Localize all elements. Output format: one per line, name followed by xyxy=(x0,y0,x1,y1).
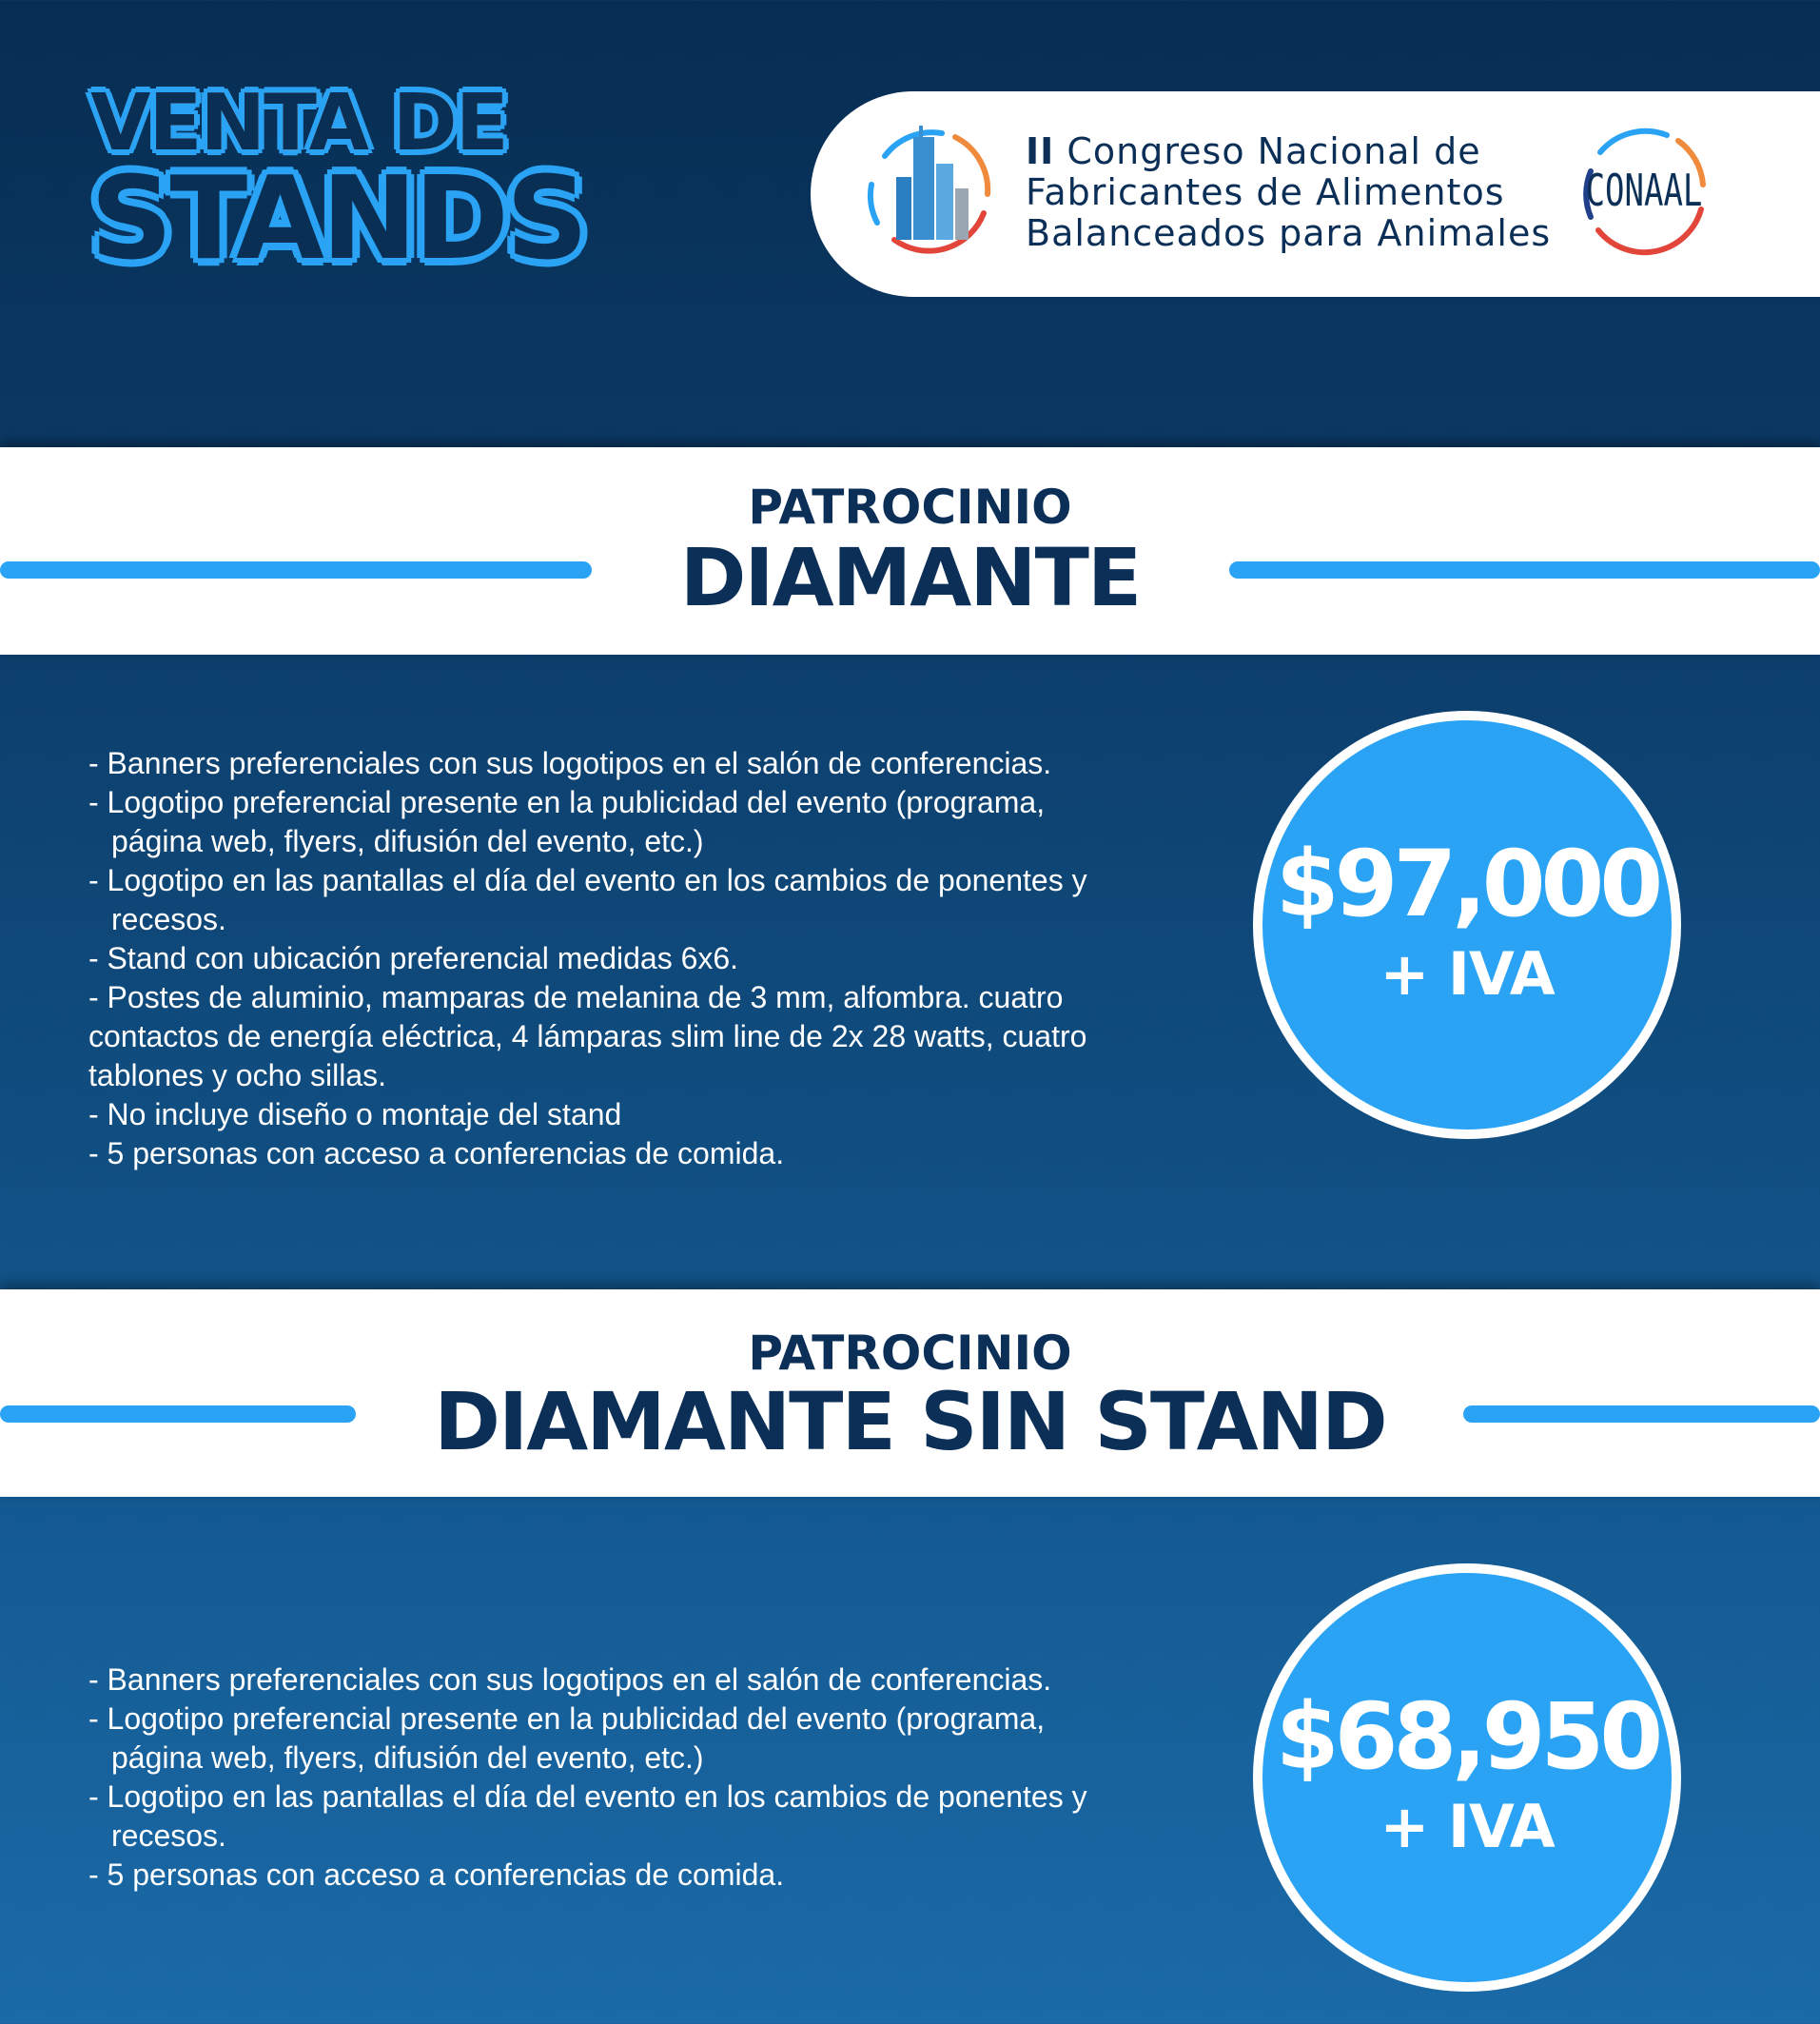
section-1-tax: + IVA xyxy=(1380,939,1555,1009)
section-1-price: $97,000 xyxy=(1275,831,1659,937)
list-item: - Postes de aluminio, mamparas de melanina de 3 mm, alfombra. cuatro xyxy=(88,980,1064,1014)
section-2-benefits xyxy=(88,1660,1164,1895)
list-item: - No incluye diseño o montaje del stand xyxy=(88,1097,622,1131)
section-2-header xyxy=(0,1289,1820,1497)
list-item: tablones y ocho sillas. xyxy=(88,1058,387,1092)
congress-numeral: II xyxy=(1026,130,1055,172)
list-item: - Banners preferenciales con sus logotipos en el salón de conferencias. xyxy=(88,1662,1052,1697)
list-item: - Logotipo preferencial presente en la publicidad del evento (programa, xyxy=(88,785,1046,819)
title-line-2: STANDS xyxy=(90,153,586,285)
conaal-logo-text: CONAAL xyxy=(1585,165,1703,217)
congress-line-1: Congreso Nacional de xyxy=(1067,130,1481,172)
section-2-price-badge xyxy=(1253,1563,1681,1992)
congress-name xyxy=(1026,131,1596,254)
list-item: - Logotipo preferencial presente en la publicidad del evento (programa, xyxy=(88,1701,1046,1736)
congress-line-3: Balanceados para Animales xyxy=(1026,212,1552,254)
section-2-price: $68,950 xyxy=(1275,1683,1659,1790)
list-item: - Stand con ubicación preferencial medidas 6x6. xyxy=(88,941,739,975)
list-item: contactos de energía eléctrica, 4 lámparas slim line de 2x 28 watts, cuatro xyxy=(88,1019,1087,1053)
title-line-1: VENTA DE xyxy=(90,78,507,168)
list-item: - 5 personas con acceso a conferencias de comida. xyxy=(88,1136,785,1170)
list-item: - Banners preferenciales con sus logotipos en el salón de conferencias. xyxy=(88,746,1052,780)
section-1-header xyxy=(0,447,1820,655)
header-title xyxy=(90,78,586,285)
section-1-benefits xyxy=(88,744,1164,1173)
congress-line-2: Fabricantes de Alimentos xyxy=(1026,171,1505,213)
list-item: recesos. xyxy=(111,902,226,936)
section-2-subtitle: PATROCINIO xyxy=(748,1326,1072,1381)
section-1-price-badge xyxy=(1253,711,1681,1139)
section-1-subtitle: PATROCINIO xyxy=(748,480,1072,535)
list-item: recesos. xyxy=(111,1818,226,1853)
section-2-title: DIAMANTE SIN STAND xyxy=(434,1375,1386,1468)
list-item: - 5 personas con acceso a conferencias de comida. xyxy=(88,1857,785,1892)
buildings-logo-icon xyxy=(856,118,1001,263)
section-1-title: DIAMANTE xyxy=(679,531,1141,624)
list-item: página web, flyers, difusión del evento, etc.) xyxy=(111,1740,704,1775)
conaal-logo-icon xyxy=(1572,118,1716,263)
list-item: - Logotipo en las pantallas el día del evento en los cambios de ponentes y xyxy=(88,1779,1087,1814)
list-item: página web, flyers, difusión del evento, etc.) xyxy=(111,824,704,858)
section-2-tax: + IVA xyxy=(1380,1792,1555,1861)
list-item: - Logotipo en las pantallas el día del evento en los cambios de ponentes y xyxy=(88,863,1087,897)
